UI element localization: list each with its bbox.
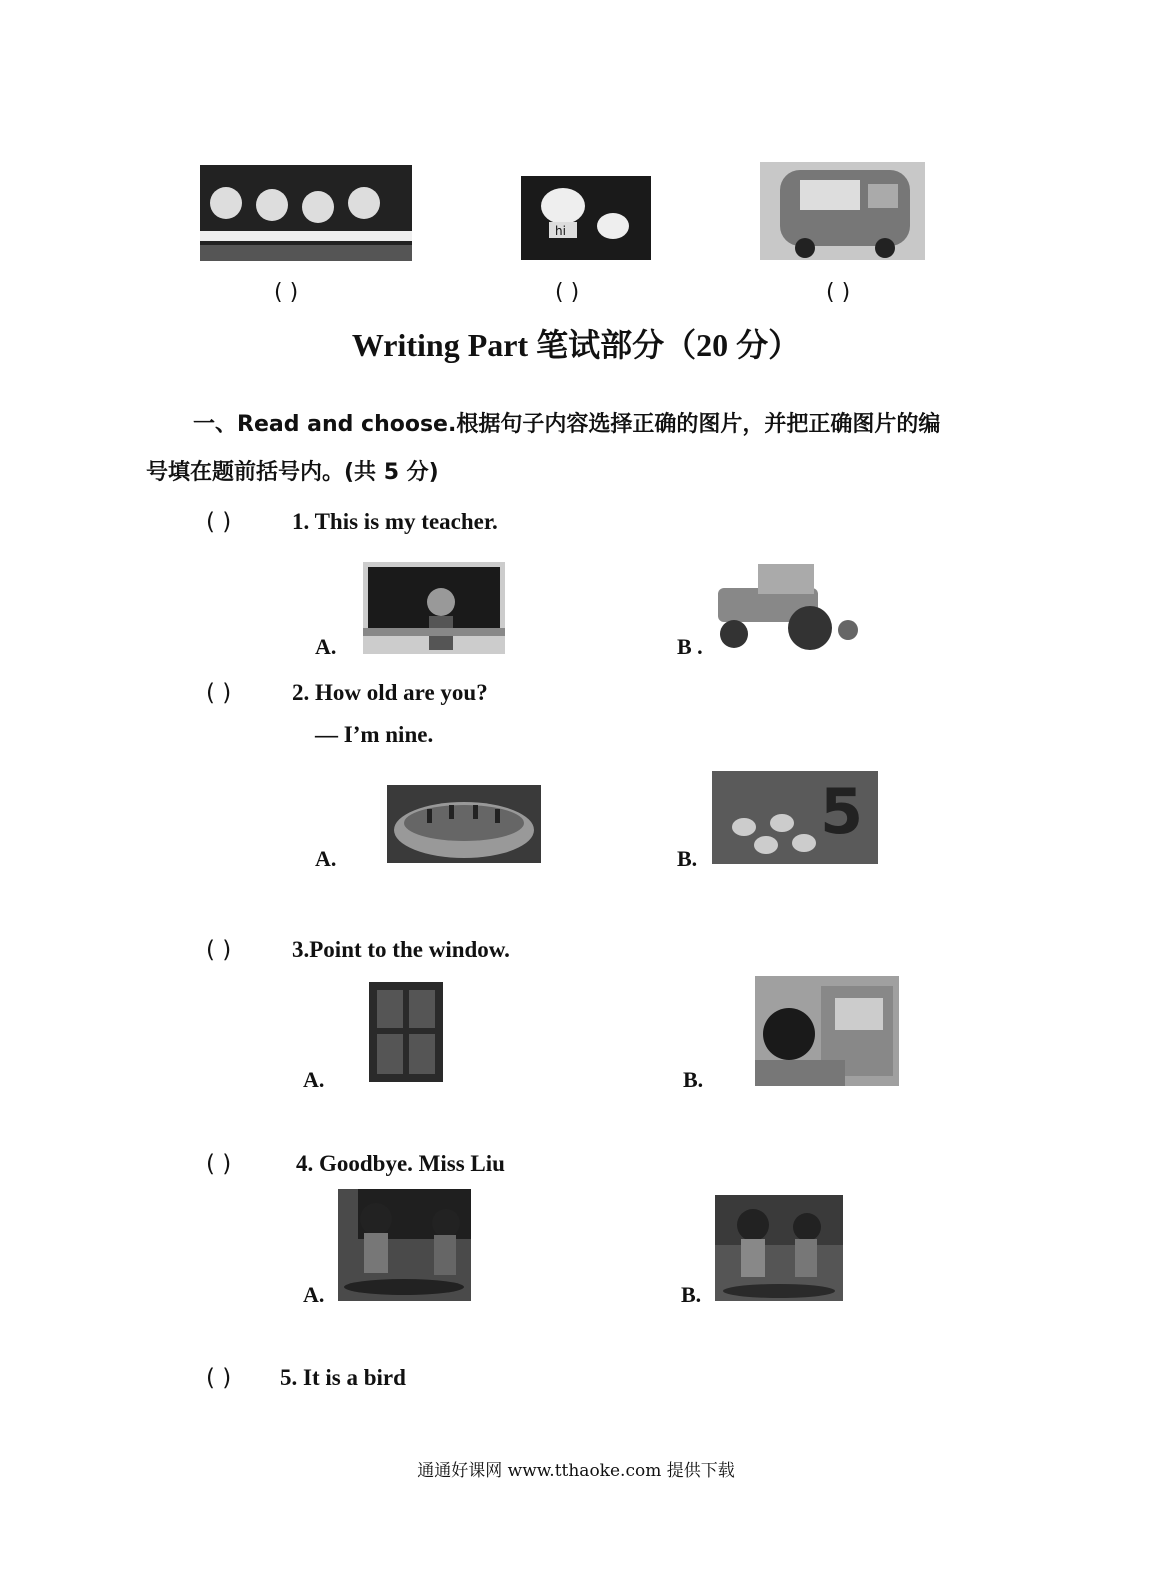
picture-two-girls-dark xyxy=(338,1189,471,1301)
answer-paren[interactable]: ( ) xyxy=(826,280,851,305)
answer-paren[interactable]: ( ) xyxy=(206,680,232,706)
picture-pandas-number-five xyxy=(712,771,878,864)
question-text: 3.Point to the window. xyxy=(292,937,510,962)
answer-paren[interactable]: ( ) xyxy=(206,509,232,535)
picture-pointing-to-window xyxy=(755,976,899,1086)
option-a-label: A. xyxy=(315,846,337,871)
picture-two-girls-waving xyxy=(715,1195,843,1301)
question-text: 4. Goodbye. Miss Liu xyxy=(296,1151,505,1176)
instruction-line-2: 号填在题前括号内。(共 5 分) xyxy=(146,460,439,485)
question-text: 1. This is my teacher. xyxy=(292,509,498,534)
answer-paren[interactable]: ( ) xyxy=(274,280,299,305)
picture-tractor xyxy=(708,558,872,654)
option-b-label: B . xyxy=(677,634,703,659)
option-b-label: B. xyxy=(681,1282,702,1307)
option-b-label: B. xyxy=(683,1067,704,1092)
question-answer-text: — I’m nine. xyxy=(315,722,434,747)
answer-paren[interactable]: ( ) xyxy=(555,280,580,305)
picture-door xyxy=(369,982,443,1082)
picture-students-in-row xyxy=(200,165,412,261)
page-title: Writing Part 笔试部分（20 分） xyxy=(351,327,801,363)
picture-teacher-blackboard xyxy=(363,562,505,654)
answer-paren[interactable]: ( ) xyxy=(206,1151,232,1177)
option-a-label: A. xyxy=(303,1067,325,1092)
picture-bus xyxy=(760,162,925,260)
option-a-label: A. xyxy=(315,634,337,659)
picture-birthday-cake xyxy=(387,785,541,863)
answer-paren[interactable]: ( ) xyxy=(206,1365,232,1391)
answer-paren[interactable]: ( ) xyxy=(206,937,232,963)
svg-text:5: 5 xyxy=(820,775,864,848)
page-footer: 通通好课网 www.tthaoke.com 提供下载 xyxy=(417,1461,735,1481)
question-text: 5. It is a bird xyxy=(280,1365,406,1390)
option-b-label: B. xyxy=(677,846,698,871)
picture-panda-greeting xyxy=(521,176,651,260)
svg-text:hi: hi xyxy=(555,224,566,238)
option-a-label: A. xyxy=(303,1282,325,1307)
question-text: 2. How old are you? xyxy=(292,680,488,705)
instruction-line-1: 一、Read and choose.根据句子内容选择正确的图片，并把正确图片的编 xyxy=(193,412,941,437)
